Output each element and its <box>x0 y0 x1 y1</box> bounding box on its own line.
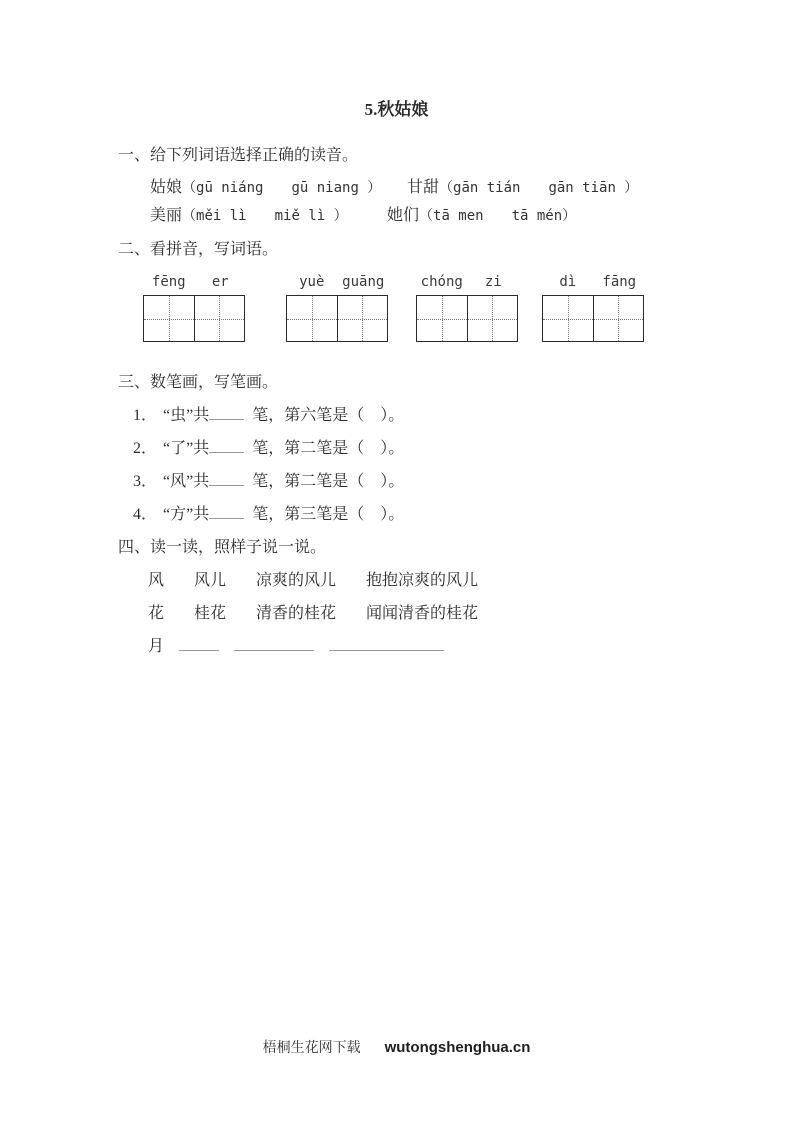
pinyin-syllable: er <box>211 274 229 290</box>
answer-blank[interactable] <box>234 650 314 651</box>
section1-row1 <box>150 177 793 199</box>
item-number: 1． <box>133 407 158 424</box>
pronunciation-options[interactable]: （měi lì miě lì ） <box>182 208 348 224</box>
pinyin-syllable: guāng <box>342 274 385 290</box>
pinyin-syllable: dì <box>559 274 577 290</box>
word-pronunciation-item <box>150 205 387 227</box>
writing-grid-unit <box>286 272 389 342</box>
page-title: 5.秋姑娘 <box>364 100 429 119</box>
word-pronunciation-item <box>407 177 638 199</box>
question-text: 笔，第二笔是（ ）。 <box>252 473 405 490</box>
section3-heading: 三、数笔画，写笔画。 <box>118 374 279 391</box>
word-label: 姑娘 <box>150 179 183 196</box>
writing-grid <box>416 295 518 342</box>
question-text: “了”共 <box>163 440 210 457</box>
word-pronunciation-item <box>387 205 576 227</box>
phrase: 风 <box>148 572 165 589</box>
answer-blank[interactable] <box>209 452 244 453</box>
answer-blank[interactable] <box>209 485 244 486</box>
writing-grid <box>143 295 245 342</box>
pinyin-labels <box>286 272 389 292</box>
item-number: 2． <box>133 440 158 457</box>
question-text: 笔，第六笔是（ ）。 <box>252 407 405 424</box>
question-text: “风”共 <box>163 473 210 490</box>
pinyin-syllable: chóng <box>420 274 463 290</box>
pinyin-syllable: zi <box>484 274 502 290</box>
stroke-question <box>133 504 793 526</box>
phrase-example-row <box>148 570 793 592</box>
phrase-answer-row <box>148 636 793 658</box>
phrase: 风儿 <box>194 572 227 589</box>
phrase: 月 <box>148 638 165 655</box>
section1-heading: 一、给下列词语选择正确的读音。 <box>118 147 359 164</box>
phrase-example-row <box>148 603 793 625</box>
footer-site-url[interactable]: wutongshenghua.cn <box>384 1039 531 1056</box>
answer-blank[interactable] <box>179 650 219 651</box>
phrase: 闻闻清香的桂花 <box>366 605 479 622</box>
question-text: “方”共 <box>163 506 210 523</box>
word-label: 她们 <box>387 207 420 224</box>
phrase: 凉爽的风儿 <box>256 572 337 589</box>
answer-blank[interactable] <box>329 650 444 651</box>
footer-site-name: 梧桐生花网下载 <box>262 1041 361 1056</box>
stroke-question <box>133 438 793 460</box>
answer-blank[interactable] <box>209 518 244 519</box>
writing-grid-unit <box>542 272 645 342</box>
word-pronunciation-item <box>150 177 407 199</box>
section2-heading: 二、看拼音，写词语。 <box>118 241 279 258</box>
page-footer <box>0 1038 793 1059</box>
answer-blank[interactable] <box>209 419 244 420</box>
pinyin-syllable: fāng <box>602 274 637 290</box>
phrase: 清香的桂花 <box>256 605 337 622</box>
question-text: “虫”共 <box>163 407 210 424</box>
section4-heading: 四、读一读，照样子说一说。 <box>118 539 327 556</box>
phrase: 抱抱凉爽的风儿 <box>366 572 479 589</box>
writing-grid-row <box>143 272 793 342</box>
writing-grid-unit <box>416 272 519 342</box>
item-number: 3． <box>133 473 158 490</box>
pronunciation-options[interactable]: （tā men tā mén） <box>419 208 577 224</box>
grid-midline <box>543 319 643 320</box>
phrase: 花 <box>148 605 165 622</box>
pinyin-labels <box>143 272 246 292</box>
writing-grid-unit <box>143 272 246 342</box>
item-number: 4． <box>133 506 158 523</box>
word-label: 甘甜 <box>407 179 440 196</box>
pronunciation-options[interactable]: （gū niáng gū niang ） <box>182 180 382 196</box>
word-label: 美丽 <box>150 207 183 224</box>
grid-midline <box>287 319 387 320</box>
section1-row2 <box>150 205 793 227</box>
stroke-question <box>133 471 793 493</box>
question-text: 笔，第二笔是（ ）。 <box>252 440 405 457</box>
pronunciation-options[interactable]: （gān tián gān tiān ） <box>439 180 639 196</box>
pinyin-labels <box>542 272 645 292</box>
writing-grid <box>286 295 388 342</box>
grid-midline <box>144 319 244 320</box>
pinyin-syllable: fēng <box>151 274 186 290</box>
writing-grid <box>542 295 644 342</box>
stroke-question <box>133 405 793 427</box>
question-text: 笔，第三笔是（ ）。 <box>252 506 405 523</box>
phrase: 桂花 <box>194 605 227 622</box>
grid-midline <box>417 319 517 320</box>
pinyin-syllable: yuè <box>299 274 325 290</box>
pinyin-labels <box>416 272 519 292</box>
